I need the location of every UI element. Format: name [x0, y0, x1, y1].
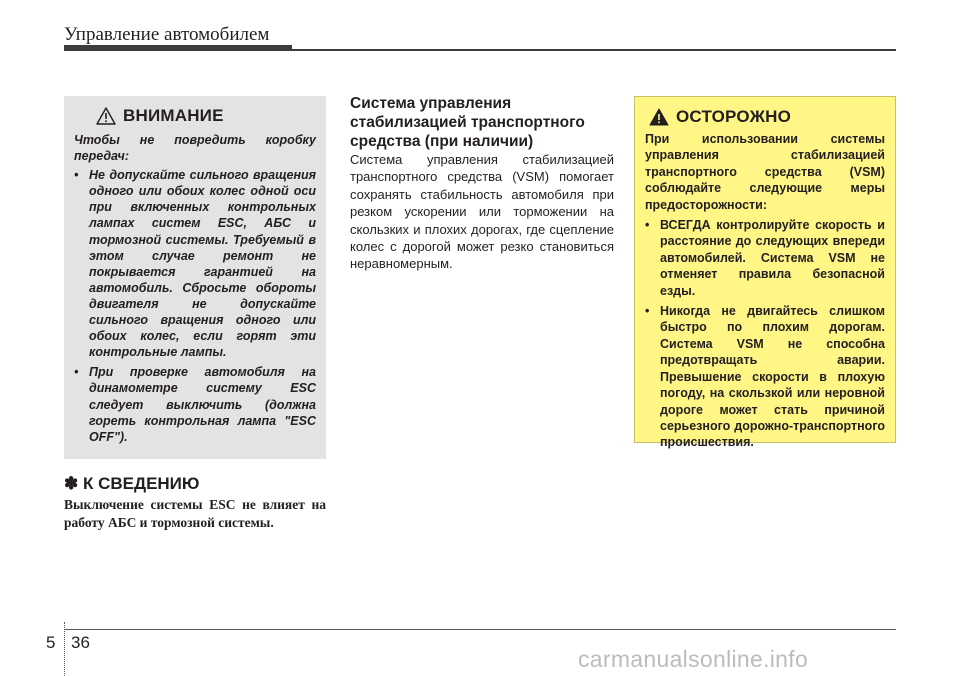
caution-intro: При использовании системы управления стабилизацией транспортного средства (VSM) соблюдайте следующие меры предосторожности: [645, 132, 885, 212]
warning-item: • При проверке автомобиля на динамометре систему ESC следует выключить (должна гореть контрольная лампа "ESC OFF"). [74, 364, 316, 444]
caution-list [645, 217, 885, 451]
caution-item: • ВСЕГДА контролируйте скорость и расстояние до следующих впереди автомобилей. Система VSM не отменяет правила безопасной езды. [645, 217, 885, 299]
caution-title: ОСТОРОЖНО [676, 107, 792, 126]
warning-intro: Чтобы не повредить коробку передач: [74, 133, 316, 164]
caution-header [649, 107, 885, 127]
page-header-title: Управление автомобилем [64, 24, 270, 45]
info-text: Выключение системы ESC не влияет на работу АБС и тормозной системы. [64, 497, 326, 530]
header-bar [64, 45, 292, 51]
footer-rule [64, 629, 896, 630]
warning-triangle-icon [96, 107, 116, 125]
info-title: ✽ К СВЕДЕНИЮ [64, 474, 200, 493]
caution-item: • Никогда не двигайтесь слишком быстро по плохим дорогам. Система VSM не способна предотвращать аварии. Превышение скорости в плохую погоду, на скользкой или неровной дороге может стать причиной серьезного дорожно-транспортного происшествия. [645, 303, 885, 451]
warning-box [64, 96, 326, 459]
section-body: Система управления стабилизацией транспортного средства (VSM) помогает сохранять стабильность автомобиля при резком ускорении или торможении на скользких и плохих дорогах, где сцепление колес с дорогой может резко становиться неравномерным. [350, 152, 614, 272]
warning-title: ВНИМАНИЕ [123, 106, 224, 125]
warning-list [74, 167, 316, 445]
footer-divider [64, 622, 65, 676]
caution-box [634, 96, 896, 450]
chapter-number: 5 [46, 633, 56, 652]
caution-triangle-icon [649, 108, 669, 126]
page-number: 36 [71, 633, 90, 652]
watermark: carmanualsonline.info [578, 646, 809, 672]
warning-header [96, 106, 316, 126]
header-rule [292, 49, 896, 51]
warning-item: • Не допускайте сильного вращения одного или обоих колес одной оси при включенных контрольных лампах систем ESC, АБС и тормозной системы. Требуемый в этом случае ремонт не покрывается гарантией на автомобиль. Сбросьте обороты двигателя не допускайте сильного вращения одного или обоих колес, если горят эти контрольные лампы. [74, 167, 316, 360]
section-heading: Система управления стабилизацией транспортного средства (при наличии) [350, 95, 585, 150]
